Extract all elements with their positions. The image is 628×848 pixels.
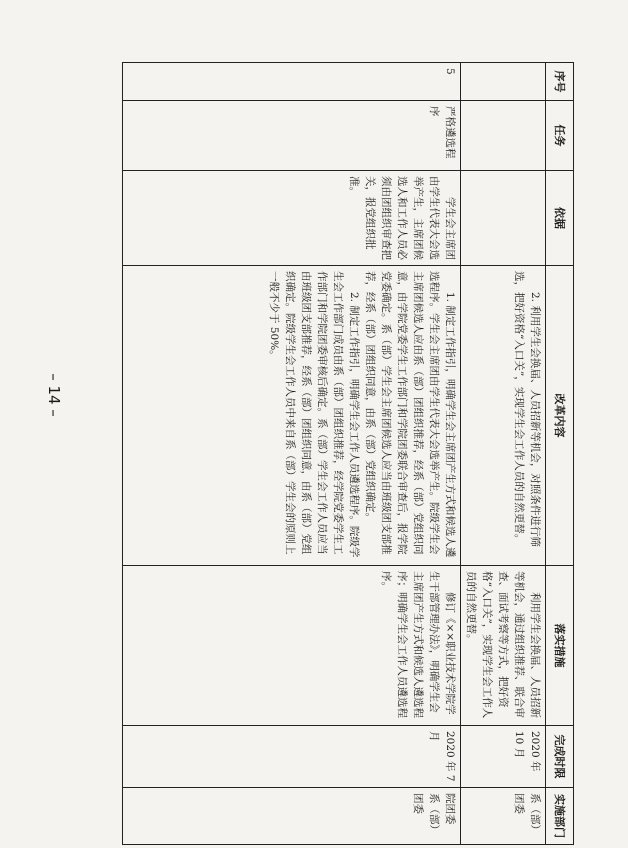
cell-dept: 院团委 系（部）团委: [123, 788, 461, 845]
reform-paragraph-1: 1. 制定工作指引，明确学生会主席团产生方式和候选人遴选程序。学生会主席团由学生代表大会选举产生。院级学生会主席团候选人应由系（部）团组织推荐，经系（部）党组织同意，由学院党委学生工作部门和学院团委联合审查后，报学院党委确定。系（部）学生会主席团候选人应当由班级团支部推荐，经系（部）团组织同意，由系（部）党组织确定。: [364, 271, 456, 558]
cell-time: 2020 年 7 月: [123, 726, 461, 788]
table-row: [123, 63, 461, 845]
cell-no: [461, 63, 546, 101]
measures-paragraph: 利用学生会换届、人员招新等机会，通过组织推荐、联合审查、面试考察等方式，把好资格“入口关”，实现学生会工作人员的自然更替。: [465, 571, 541, 719]
cell-task: 严格遴选程序: [123, 101, 461, 171]
page-number: – 14 –: [45, 373, 63, 417]
reform-paragraph: 2. 利用学生会换届、人员招新等机会，对照条件进行筛选，把好资格“入口关”，实现学生会工作人员的自然更替。: [513, 271, 541, 547]
header-dept: 实施部门: [546, 788, 574, 845]
cell-basis: [123, 171, 461, 266]
header-no: 序号: [546, 63, 574, 101]
rotated-table-wrapper: [138, 62, 574, 844]
header-time: 完成时限: [546, 726, 574, 788]
cell-measures: [123, 566, 461, 726]
cell-time: 2020 年 10 月: [461, 726, 546, 788]
header-measures: 落实措施: [546, 566, 574, 726]
reform-paragraph-2: 2. 制定工作指引，明确学生会工作人员遴选程序。院级学生会工作部门成员由系（部）团组织推荐，经学院党委学生工作部门和学院团委审核后确定。系（部）学生会工作人员应当由班级团支部推荐，经系（部）团组织同意，由系（部）党组织确定。院级学生会工作人员中来自系（部）学生会的原则上一般不少于 50%。: [268, 271, 360, 558]
header-reform: 改革内容: [546, 266, 574, 566]
cell-task: [461, 101, 546, 171]
cell-reform: [461, 266, 546, 566]
cell-basis: [461, 171, 546, 266]
table-row: [461, 63, 546, 845]
table-header-row: [546, 63, 574, 845]
header-basis: 依据: [546, 171, 574, 266]
cell-reform: [123, 266, 461, 566]
cell-measures: [461, 566, 546, 726]
basis-paragraph: 学生会主席团由学生代表大会选举产生，主席团候选人和工作人员必须由团组织审查把关，报党组织批准。: [348, 176, 456, 260]
measures-paragraph: 修订《××职业技术学院学生干部管理办法》，明确学生会主席团产生方式和候选人遴选程序；明确学生会工作人员遴选程序。: [380, 571, 456, 718]
cell-no: 5: [123, 63, 461, 101]
cell-dept: 系（部）团委: [461, 788, 546, 845]
header-task: 任务: [546, 101, 574, 171]
reform-task-table: [122, 62, 574, 845]
